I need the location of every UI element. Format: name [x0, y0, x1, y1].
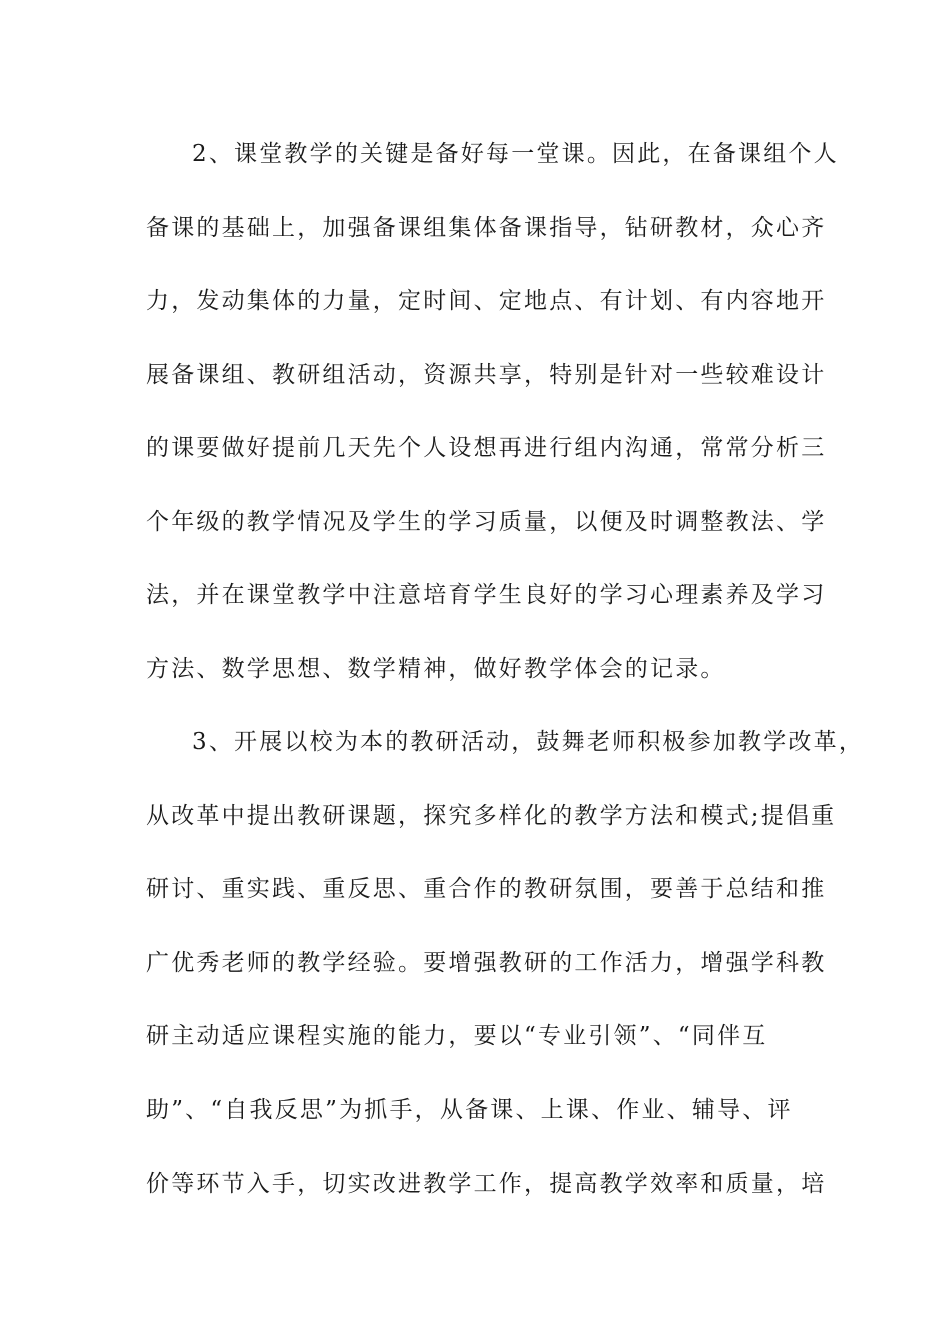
- paragraph-2-line-1: 2、课堂教学的关键是备好每一堂课。因此，在备课组个人: [192, 141, 839, 167]
- paragraph-3-line-3: 研讨、重实践、重反思、重合作的教研氛围，要善于总结和推: [146, 876, 827, 902]
- paragraph-2-line-2: 备课的基础上，加强备课组集体备课指导，钻研教材，众心齐: [146, 215, 827, 241]
- paragraph-2-line-3: 力，发动集体的力量，定时间、定地点、有计划、有内容地开: [146, 288, 827, 314]
- paragraph-3-line-5: 研主动适应课程实施的能力，要以“专业引领”、“同伴互: [146, 1023, 768, 1049]
- paragraph-2-line-5: 的课要做好提前几天先个人设想再进行组内沟通，常常分析三: [146, 435, 827, 461]
- paragraph-2-line-8: 方法、数学思想、数学精神，做好教学体会的记录。: [146, 656, 726, 682]
- paragraph-2-line-7: 法，并在课堂教学中注意培育学生良好的学习心理素养及学习: [146, 582, 827, 608]
- paragraph-3-line-2: 从改革中提出教研课题，探究多样化的教学方法和模式;提倡重: [146, 803, 837, 829]
- paragraph-3-line-7: 价等环节入手，切实改进教学工作，提高教学效率和质量，培: [146, 1171, 827, 1197]
- paragraph-3-line-1: 3、开展以校为本的教研活动，鼓舞老师积极参加教学改革，: [192, 729, 865, 755]
- paragraph-2-line-4: 展备课组、教研组活动，资源共享，特别是针对一些较难设计: [146, 362, 827, 388]
- paragraph-2-line-6: 个年级的教学情况及学生的学习质量，以便及时调整教法、学: [146, 509, 827, 535]
- paragraph-3-line-6: 助”、“自我反思”为抓手，从备课、上课、作业、辅导、评: [146, 1097, 793, 1123]
- paragraph-3-line-4: 广优秀老师的教学经验。要增强教研的工作活力，增强学科教: [146, 950, 827, 976]
